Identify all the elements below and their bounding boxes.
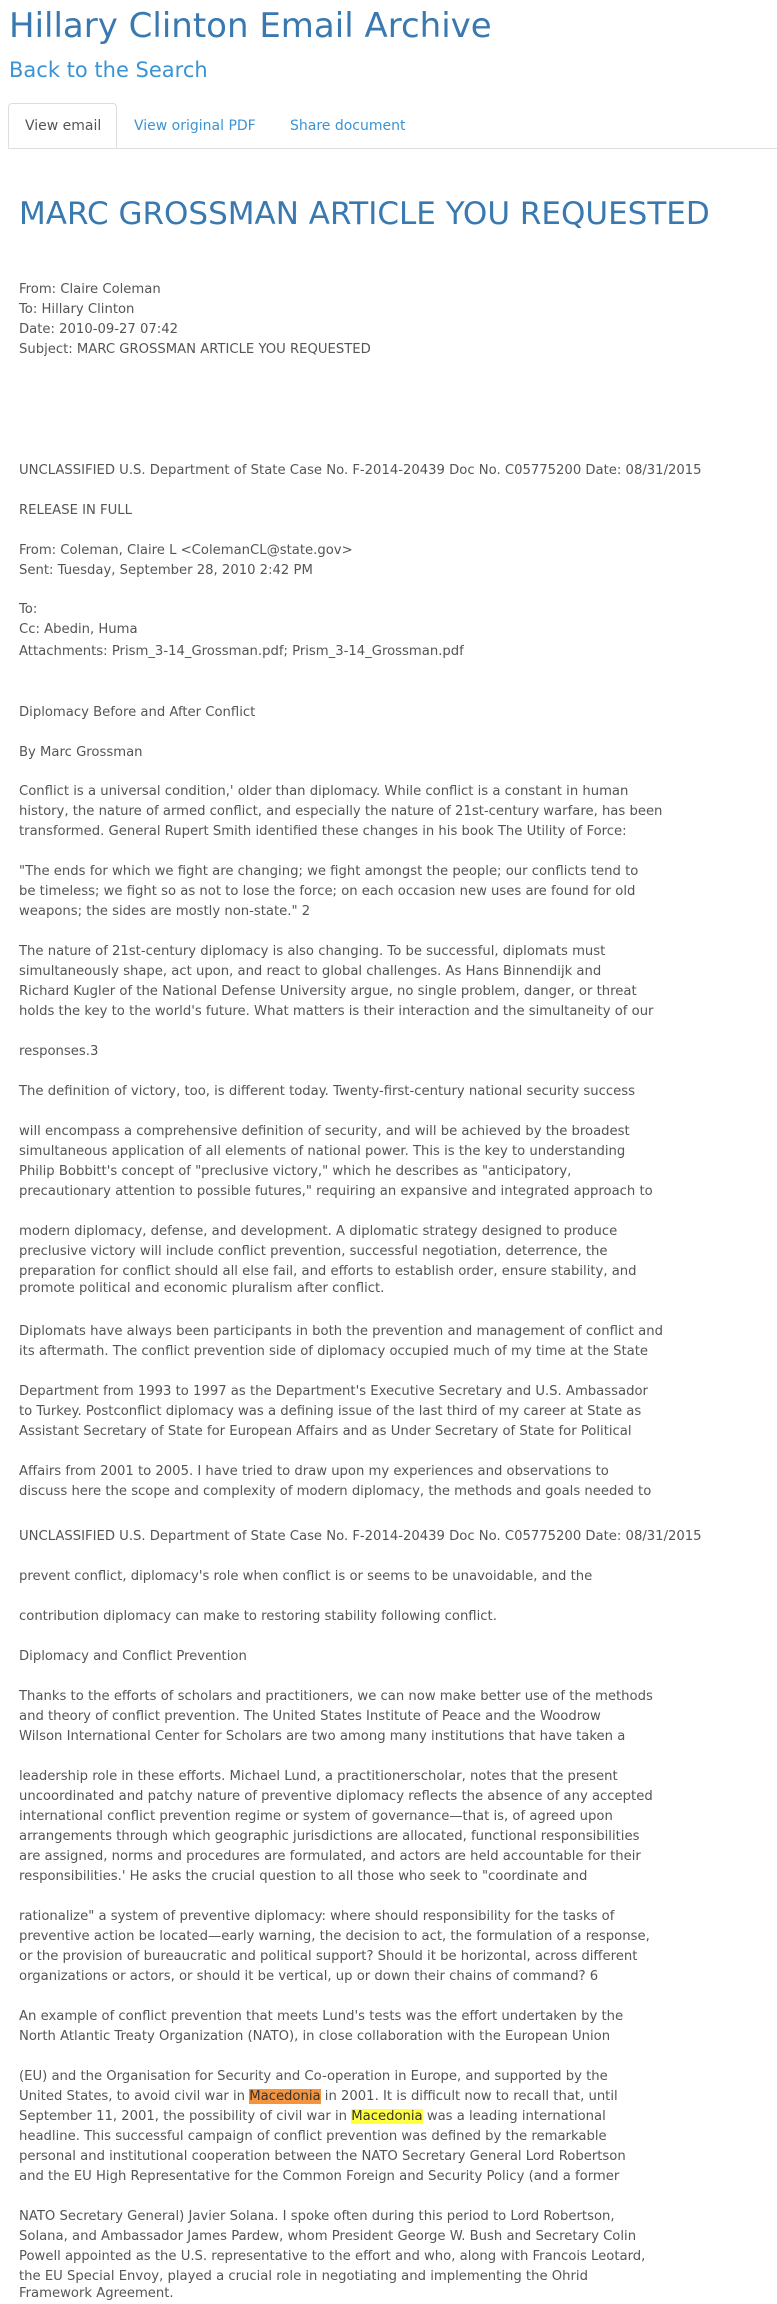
email-title: MARC GROSSMAN ARTICLE YOU REQUESTED [19, 196, 710, 232]
body-line: responsibilities.' He asks the crucial question to all those who seek to "coordinate and [19, 1869, 588, 1884]
body-line: preventive action be located—early warning, the decision to act, the formulation of a response, [19, 1929, 650, 1944]
body-line: modern diplomacy, defense, and development. A diplomatic strategy designed to produce [19, 1224, 618, 1239]
body-line: To: [19, 602, 38, 617]
tab-view-original-pdf[interactable]: View original PDF [134, 118, 256, 134]
body-line: to Turkey. Postconflict diplomacy was a defining issue of the last third of my career at State as [19, 1404, 642, 1419]
tab-view-email[interactable]: View email [8, 103, 117, 148]
body-line: The definition of victory, too, is different today. Twenty-first-century national security success [19, 1084, 635, 1099]
meta-from: From: Claire Coleman [19, 282, 161, 297]
body-line: Philip Bobbitt's concept of "preclusive victory," which he describes as "anticipatory, [19, 1164, 572, 1179]
body-line: Conflict is a universal condition,' older than diplomacy. While conflict is a constant in human [19, 784, 629, 799]
text-segment: September 11, 2001, the possibility of civil war in [19, 2109, 352, 2124]
body-line: Wilson International Center for Scholars are two among many institutions that have taken a [19, 1729, 626, 1744]
body-line: its aftermath. The conflict prevention side of diplomacy occupied much of my time at the State [19, 1344, 649, 1359]
tab-bar [8, 104, 777, 149]
body-line: precautionary attention to possible futures," requiring an expansive and integrated approach to [19, 1184, 653, 1199]
body-line: Diplomacy and Conflict Prevention [19, 1649, 247, 1664]
body-line: NATO Secretary General) Javier Solana. I spoke often during this period to Lord Robertson, [19, 2209, 615, 2224]
body-line: simultaneous application of all elements of national power. This is the key to understanding [19, 1144, 626, 1159]
body-line: uncoordinated and patchy nature of preventive diplomacy reflects the absence of any accepted [19, 1789, 653, 1804]
body-line: headline. This successful campaign of conflict prevention was defined by the remarkable [19, 2129, 607, 2144]
body-line: contribution diplomacy can make to restoring stability following conflict. [19, 1609, 497, 1624]
body-line: simultaneously shape, act upon, and react to global challenges. As Hans Binnendijk and [19, 964, 602, 979]
body-line: and theory of conflict prevention. The United States Institute of Peace and the Woodrow [19, 1709, 601, 1724]
body-line-with-highlight [19, 2087, 618, 2107]
meta-date: Date: 2010-09-27 07:42 [19, 322, 178, 337]
body-line: The nature of 21st-century diplomacy is also changing. To be successful, diplomats must [19, 944, 606, 959]
body-line: Richard Kugler of the National Defense University argue, no single problem, danger, or threat [19, 984, 637, 999]
body-line: be timeless; we fight so as not to lose the force; on each occasion new uses are found for old [19, 884, 636, 899]
body-line: Solana, and Ambassador James Pardew, whom President George W. Bush and Secretary Colin [19, 2229, 637, 2244]
body-line: leadership role in these efforts. Michael Lund, a practitionerscholar, notes that the present [19, 1769, 618, 1784]
body-line: RELEASE IN FULL [19, 503, 132, 518]
text-segment: in 2001. It is difficult now to recall that, until [320, 2089, 618, 2104]
body-line: organizations or actors, or should it be vertical, up or down their chains of command? 6 [19, 1969, 599, 1984]
body-line: Powell appointed as the U.S. representative to the effort and who, along with Francois Leotard, [19, 2249, 646, 2264]
body-line: arrangements through which geographic jurisdictions are allocated, functional responsibilities [19, 1829, 640, 1844]
body-line: Thanks to the efforts of scholars and practitioners, we can now make better use of the methods [19, 1689, 653, 1704]
body-line: will encompass a comprehensive definition of security, and will be achieved by the broadest [19, 1124, 630, 1139]
body-line-with-highlight [19, 2107, 606, 2127]
search-highlight: Macedonia [351, 2109, 423, 2124]
meta-subject: Subject: MARC GROSSMAN ARTICLE YOU REQUESTED [19, 342, 371, 357]
body-line: discuss here the scope and complexity of modern diplomacy, the methods and goals needed to [19, 1484, 652, 1499]
body-line: prevent conflict, diplomacy's role when conflict is or seems to be unavoidable, and the [19, 1569, 593, 1584]
body-line: history, the nature of armed conflict, and especially the nature of 21st-century warfare, has been [19, 804, 663, 819]
body-line: UNCLASSIFIED U.S. Department of State Case No. F-2014-20439 Doc No. C05775200 Date: 08/31/2015 [19, 463, 702, 478]
body-line: promote political and economic pluralism after conflict. [19, 1281, 385, 1296]
site-title: Hillary Clinton Email Archive [9, 6, 492, 46]
body-line: From: Coleman, Claire L <ColemanCL@state.gov> [19, 543, 353, 558]
body-line: An example of conflict prevention that meets Lund's tests was the effort undertaken by the [19, 2009, 624, 2024]
body-line: rationalize" a system of preventive diplomacy: where should responsibility for the tasks of [19, 1909, 615, 1924]
tab-share-document[interactable]: Share document [290, 118, 406, 134]
body-line: Framework Agreement. [19, 2286, 174, 2301]
body-line: are assigned, norms and procedures are formulated, and actors are held accountable for their [19, 1849, 641, 1864]
body-line: "The ends for which we fight are changing; we fight amongst the people; our conflicts tend to [19, 864, 639, 879]
body-line: and the EU High Representative for the Common Foreign and Security Policy (and a former [19, 2169, 620, 2184]
body-line: responses.3 [19, 1044, 99, 1059]
body-line: Department from 1993 to 1997 as the Department's Executive Secretary and U.S. Ambassador [19, 1384, 648, 1399]
body-line: North Atlantic Treaty Organization (NATO), in close collaboration with the European Union [19, 2029, 611, 2044]
body-line: Affairs from 2001 to 2005. I have tried to draw upon my experiences and observations to [19, 1464, 609, 1479]
body-line: personal and institutional cooperation between the NATO Secretary General Lord Robertson [19, 2149, 626, 2164]
body-line: (EU) and the Organisation for Security and Co-operation in Europe, and supported by the [19, 2069, 608, 2084]
body-line: international conflict prevention regime or system of governance—that is, of agreed upon [19, 1809, 613, 1824]
body-line: preparation for conflict should all else fail, and efforts to establish order, ensure stability, and [19, 1264, 637, 1279]
body-line: weapons; the sides are mostly non-state." 2 [19, 904, 311, 919]
body-line: Diplomats have always been participants in both the prevention and management of conflict and [19, 1324, 663, 1339]
body-line: the EU Special Envoy, played a crucial role in negotiating and implementing the Ohrid [19, 2269, 588, 2284]
body-line: Sent: Tuesday, September 28, 2010 2:42 PM [19, 563, 313, 578]
body-line: By Marc Grossman [19, 745, 143, 760]
body-line: Cc: Abedin, Huma [19, 622, 138, 637]
back-to-search-link[interactable]: Back to the Search [9, 58, 208, 82]
text-segment: was a leading international [422, 2109, 606, 2124]
body-line: or the provision of bureaucratic and political support? Should it be horizontal, across different [19, 1949, 638, 1964]
body-line: holds the key to the world's future. What matters is their interaction and the simultaneity of our [19, 1004, 654, 1019]
meta-to: To: Hillary Clinton [19, 302, 135, 317]
body-line: Assistant Secretary of State for European Affairs and as Under Secretary of State for Political [19, 1424, 632, 1439]
body-line: Attachments: Prism_3-14_Grossman.pdf; Prism_3-14_Grossman.pdf [19, 644, 464, 659]
body-line: UNCLASSIFIED U.S. Department of State Case No. F-2014-20439 Doc No. C05775200 Date: 08/31/2015 [19, 1529, 702, 1544]
text-segment: United States, to avoid civil war in [19, 2089, 250, 2104]
body-line: preclusive victory will include conflict prevention, successful negotiation, deterrence, the [19, 1244, 608, 1259]
search-highlight-current: Macedonia [249, 2089, 321, 2104]
body-line: Diplomacy Before and After Conflict [19, 705, 256, 720]
body-line: transformed. General Rupert Smith identified these changes in his book The Utility of Force: [19, 824, 627, 839]
